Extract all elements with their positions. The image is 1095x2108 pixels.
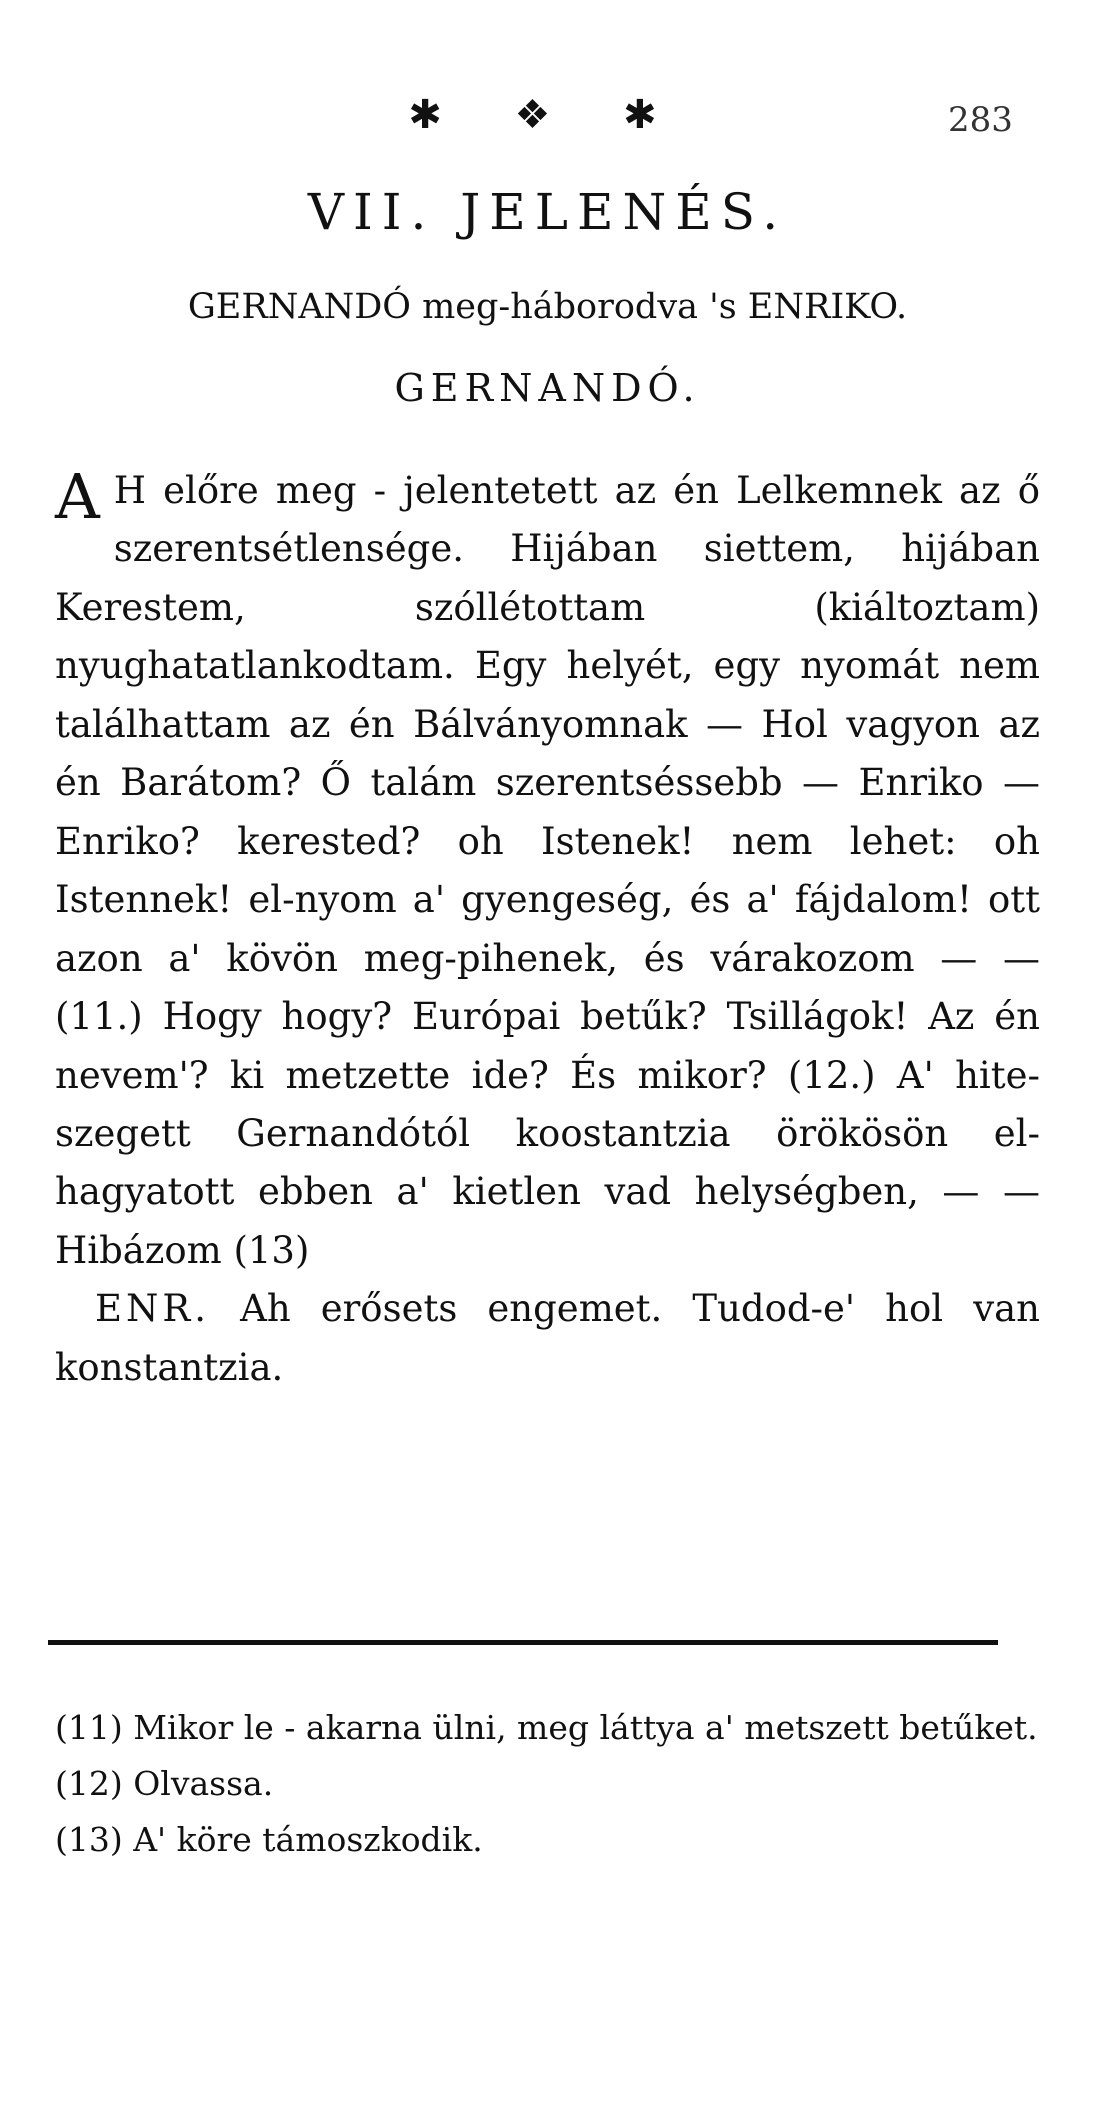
ornament-header: ✱ ❖ ✱	[408, 92, 687, 138]
reply-speaker: ENR.	[95, 1287, 211, 1331]
footnote-13: (13) A' köre támoszkodik.	[55, 1819, 483, 1859]
footnote-divider	[48, 1640, 998, 1645]
page-number: 283	[948, 100, 1013, 140]
drop-cap: A	[55, 460, 100, 533]
reply-paragraph	[55, 1280, 1040, 1397]
footnotes	[55, 1700, 1040, 1867]
reply-text: Ah erősets engemet. Tudod-e' hol van konstantzia.	[55, 1287, 1040, 1389]
speech-text: H előre meg - jelentetett az én Lelkemnek az ő szerentsétlensége. Hijában siettem, hijában Kerestem, szóllétottam (kiáltoztam) nyughatatlankodtam. Egy helyét, egy nyomát nem találhattam az én Bálványomnak — Hol vagyon az én Barátom? Ő talám szerentséssebb — Enriko — Enriko? kerested? oh Istenek! nem lehet: oh Istennek! el-nyom a' gyengeség, és a' fájdalom! ott azon a' kövön meg-pihenek, és várakozom — — (11.) Hogy hogy? Európai betűk? Tsillágok! Az én nevem'? ki metzette ide? És mikor? (12.) A' hite-szegett Gernandótól koostantzia örökösön el-hagyatott ebben a' kietlen vad helységben, — — Hibázom (13)	[55, 469, 1040, 1272]
speech-paragraph	[55, 462, 1040, 1397]
speaker-name: GERNANDÓ.	[394, 366, 701, 410]
footnote-12: (12) Olvassa.	[55, 1763, 274, 1803]
stage-direction: GERNANDÓ meg-háborodva 's ENRIKO.	[187, 287, 908, 327]
footnote-11: (11) Mikor le - akarna ülni, meg láttya a' metszett betűket.	[55, 1708, 1038, 1747]
scene-title: VII. JELENÉS.	[307, 183, 788, 241]
